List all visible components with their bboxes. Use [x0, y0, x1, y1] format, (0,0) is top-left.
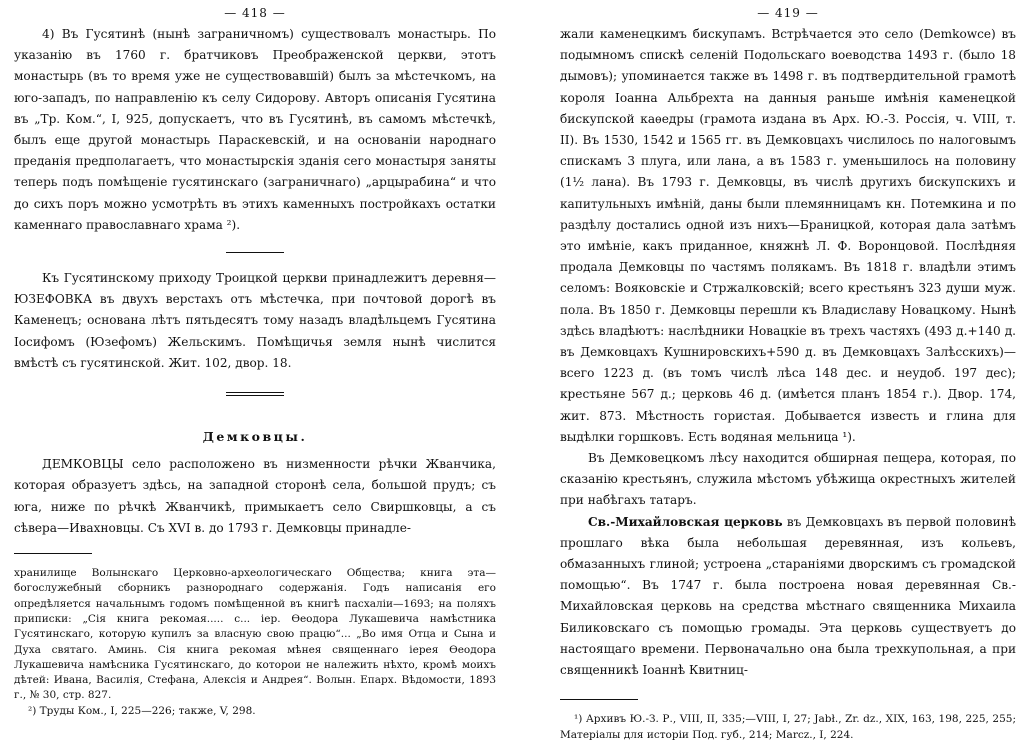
- footnote-rule: [14, 553, 92, 554]
- left-page: [0, 0, 508, 755]
- paragraph-yuzefovka: Къ Гусятинскому приходу Троицкой церкви принадлежитъ деревня— ЮЗЕФОВКА въ двухъ верстахъ отъ мѣстечка, при почтовой дорогѣ въ Каменецъ; основана лѣтъ пятьдесятъ тому назадъ владѣльцемъ Гусятина Іосифомъ (Юзефомъ) Жельскимъ. Помѣщичья земля нынѣ числится вмѣстѣ съ гусятинской. Жит. 102, двор. 18.: [14, 271, 496, 370]
- footnotes: [560, 712, 1016, 743]
- section-title: Демковцы.: [202, 429, 308, 445]
- church-text: въ Демковцахъ въ первой половинѣ прошлаго вѣка была небольшая деревянная, изъ кольевъ, обмазанныхъ глиной; устроена „стараніями дворскимъ съ громадской помощью“. Въ 1747 г. была построена новая деревянная Св.-Михайловская церковь на средства мѣстнаго священника Михаила Биликовскаго съ помощью громады. Эта церковь существуетъ до настоящаго времени. Первоначально она была трехкупольная, а при священникѣ Іоаннѣ Квитниц-: [560, 514, 1016, 678]
- footnotes: [14, 566, 496, 719]
- section-divider: [226, 252, 284, 253]
- section-divider-double: [226, 392, 284, 396]
- footnote-rule: [560, 699, 638, 700]
- page-body: [560, 24, 1016, 681]
- right-page: [516, 0, 1024, 755]
- paragraph-monastery: 4) Въ Гусятинѣ (нынѣ заграничномъ) существовалъ монастырь. По указанію въ 1760 г. братчиковъ Преображенской церкви, этотъ монастырь (въ то время уже не существовавшій) былъ за мѣстечкомъ, на юго-западъ, по направленію къ селу Сидорову. Авторъ описанія Гусятина въ „Тр. Ком.“, І, 925, допускаетъ, что въ Гусятинѣ, въ самомъ мѣстечкѣ, былъ еще другой монастырь Параскевскій, и на основаніи народнаго преданія предполагаетъ, что монастырскія зданія сего монастыря заняты теперь подъ помѣщеніе гусятинскаго (заграничнаго) „арцырабина“ и что до сихъ поръ можно усмотрѣть въ этихъ каменныхъ постройкахъ остатки каменнаго православнаго храма ²).: [14, 27, 496, 232]
- page-number: — 419 —: [757, 6, 819, 20]
- paragraph-cave: Въ Демковецкомъ лѣсу находится обширная пещера, которая, по сказанію крестьянъ, служила мѣстомъ убѣжища окрестныхъ жителей при набѣгахъ татаръ.: [560, 451, 1016, 508]
- footnote-2: ²) Труды Ком., І, 225—226; также, V, 298.: [28, 704, 256, 717]
- paragraph-church: [560, 512, 1016, 682]
- page-body: [14, 24, 496, 539]
- footnote-continued: хранилище Волынскаго Церковно-археологическаго Общества; книга эта—богослужебный сборникъ разнороднаго содержанія. Годъ написанія его опредѣляется начальнымъ годомъ помѣщенной въ книгѣ пасхаліи—1693; на поляхъ приписки: „Сія книга рекомая..... с... іер. Ѳеодора Лукашевича намѣстника Гусятинскаго, которую купилъ за власную свою працю“... „Во имя Отца и Сына и Духа святаго. Аминь. Сія книга рекомая мѣнея священнаго іерея Ѳеодора Лукашевича намѣсника Гусятинскаго, до которои не належить нѣхто, кромѣ моихъ дѣтей: Ивана, Василія, Стефана, Алексія и Андрея“. Волын. Епарх. Вѣдомости, 1893 г., № 30, стр. 827.: [14, 567, 496, 702]
- paragraph-history: жали каменецкимъ бискупамъ. Встрѣчается это село (Demkowce) въ подымномъ спискѣ селеній Подольскаго воеводства 1493 г. (было 18 дымовъ); упоминается также въ 1498 г. въ подтвердительной грамотѣ короля Іоанна Альбрехта на данныя раньше имѣнія каменецкой бискупской каѳедры (грамота издана въ Арх. Ю.-З. Россія, ч. VIII, т. II). Въ 1530, 1542 и 1565 гг. въ Демковцахъ числилось по налоговымъ спискамъ 3 плуга, или лана, а въ 1583 г. уменьшилось на половину (1½ лана). Въ 1793 г. Демковцы, въ числѣ другихъ бискупскихъ и капитульныхъ имѣній, даны были племянницамъ кн. Потемкина и по раздѣлу достались одной изъ нихъ—Браницкой, которая дала затѣмъ это имѣніе, какъ приданное, княжнѣ Л. Ф. Воронцовой. Послѣдняя продала Демковцы по частямъ полякамъ. Въ 1818 г. владѣли этимъ селомъ: Вояковскіе и Стржалковскій; всего крестьянъ 323 души муж. пола. Въ 1850 г. Демковцы перешли къ Владиславу Новацкому. Нынѣ здѣсь владѣютъ: наслѣдники Новацкіе въ трехъ частяхъ (493 д.+140 д. въ Демковцахъ Кушнировскихъ+590 д. въ Демковцахъ Залѣсскихъ)—всего 1223 д. (въ томъ числѣ лѣса 148 дес. и неудоб. 197 дес); крестьяне 567 д.; церковь 46 д. (имѣется планъ 1854 г.). Двор. 174, жит. 873. Мѣстность гористая. Добывается известь и глина для выдѣлки горшковъ. Есть водяная мельница ¹).: [560, 27, 1016, 444]
- page-number: — 418 —: [224, 6, 286, 20]
- church-name: Св.-Михайловская церковь: [588, 514, 783, 529]
- paragraph-demkovtsy: ДЕМКОВЦЫ село расположено въ низменности рѣчки Жванчика, которая образуетъ здѣсь, на западной сторонѣ села, большой прудъ; съ юга, ниже по рѣчкѣ Жванчикѣ, примыкаетъ село Свиршковцы, а съ сѣвера—Ивахновцы. Съ XVI в. до 1793 г. Демковцы принадле-: [14, 457, 496, 535]
- footnote-1: ¹) Архивъ Ю.-З. Р., VIII, II, 335;—VIII, I, 27; Jabł., Zr. dz., XIX, 163, 198, 225, 255; Матеріалы для исторіи Под. губ., 214; Marcz., I, 224.: [560, 713, 1016, 741]
